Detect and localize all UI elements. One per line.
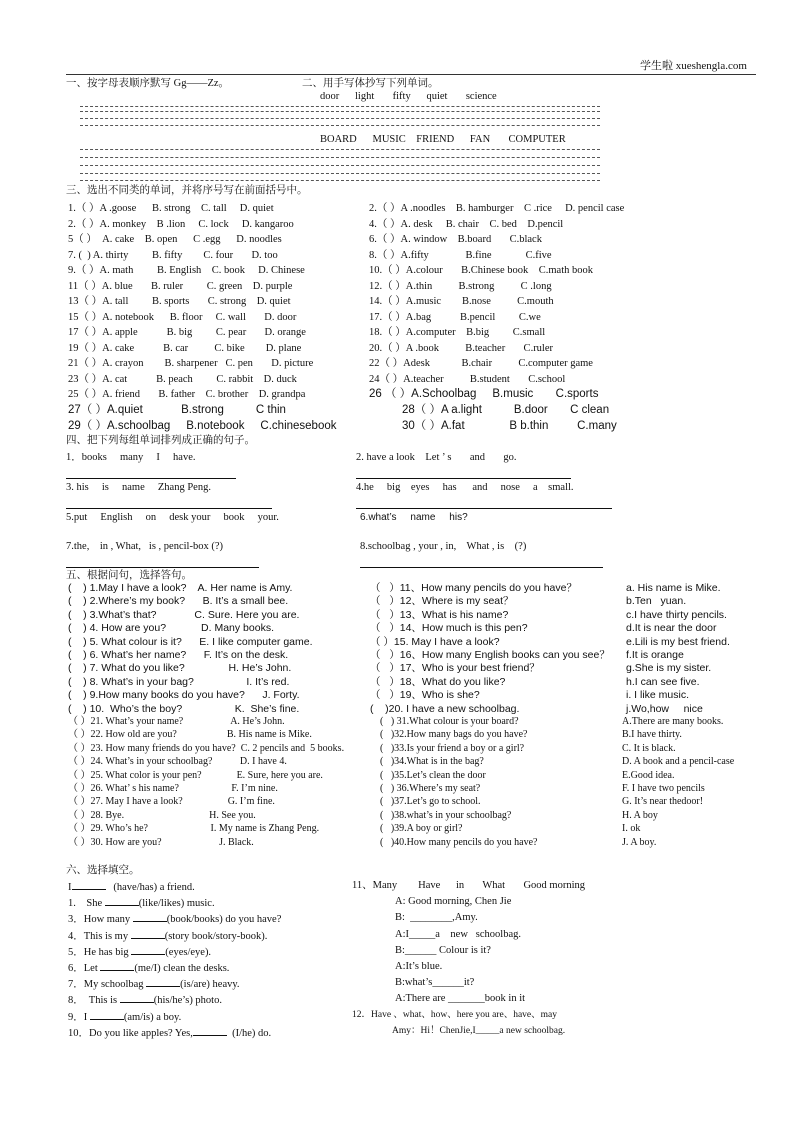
match-question: ( )20. I have a new schoolbag. bbox=[370, 702, 520, 715]
match-question: （ ）25. What color is your pen? E. Sure, here you are. bbox=[68, 769, 323, 781]
section4-q2: 2. have a look Let ’ s and go. bbox=[356, 452, 517, 463]
fill-blank-item bbox=[68, 961, 229, 976]
match-answer: G. It’s near thedoor! bbox=[622, 796, 704, 808]
fill-blank-prefix: 6．Let bbox=[68, 963, 101, 974]
match-question: （ ）14、How much is this pen? bbox=[370, 622, 528, 635]
header-rule bbox=[66, 74, 756, 75]
fill-blank-suffix: (is/are) heavy. bbox=[180, 979, 240, 991]
fill-blank-prefix: 4．This is my bbox=[68, 930, 131, 942]
dialogue-line: Amy：Hi！ChenJie,I_____a new schoolbag. bbox=[392, 1025, 566, 1036]
match-answer: J. A boy. bbox=[622, 836, 657, 848]
dialogue-line: A:It’s blue. bbox=[395, 961, 443, 972]
classify-item: 15（ ）A. notebook B. floor C. wall D. door bbox=[68, 311, 297, 323]
match-question: （ ）16、How many English books can you see？ bbox=[370, 649, 610, 661]
section4-q3: 3. his is name Zhang Peng. bbox=[66, 482, 211, 493]
fill-blank-prefix: 1. She bbox=[68, 898, 105, 910]
section4-title: 四、把下列每组单词排列成正确的句子。 bbox=[66, 435, 255, 446]
match-question: ( )34.What is in the bag? bbox=[380, 756, 484, 768]
answer-blank[interactable] bbox=[90, 1010, 124, 1020]
fill-blank-item bbox=[68, 1026, 271, 1041]
match-question: ( ) 36.Where’s my seat? bbox=[380, 783, 481, 794]
fill-blank-suffix: (book/books) do you have? bbox=[166, 914, 282, 926]
match-answer: C. It is black. bbox=[622, 742, 676, 754]
answer-blank[interactable] bbox=[72, 880, 106, 890]
writing-line bbox=[80, 157, 600, 158]
match-question: （ ）28. Bye. H. See you. bbox=[68, 809, 256, 821]
match-question: ( ) 5. What colour is it? E. I like computer game. bbox=[68, 635, 313, 648]
match-question: ( ) 2.Where’s my book? B. It’s a small bee. bbox=[68, 595, 289, 608]
match-question: （ ）12、Where is my seat？ bbox=[370, 595, 514, 608]
fill-blank-suffix: (story book/story-book). bbox=[164, 930, 268, 942]
fill-blank-suffix: (am/is) a boy. bbox=[123, 1011, 182, 1023]
fill-blank-prefix: 3．How many bbox=[68, 914, 133, 926]
classify-item: 9.（ ）A. math B. English C. book D. Chinese bbox=[68, 265, 305, 276]
classify-item: 12.（ ）A.thin B.strong C .long bbox=[369, 280, 552, 292]
dialogue-line: A:I_____a new schoolbag. bbox=[395, 928, 521, 940]
classify-item: 2.（ ）A .noodles B. hamburger C .rice D. pencil case bbox=[369, 203, 625, 214]
fill-blank-prefix: I bbox=[68, 882, 72, 893]
section2-words-lower: door light fifty quiet science bbox=[320, 91, 497, 102]
match-answer: F. I have two pencils bbox=[622, 783, 705, 794]
section6-title: 六、选择填空。 bbox=[66, 865, 140, 876]
match-question: ( )33.Is your friend a boy or a girl? bbox=[380, 742, 525, 754]
answer-line bbox=[356, 508, 612, 509]
answer-blank[interactable] bbox=[131, 945, 165, 955]
classify-item: 21（ ）A. crayon B. sharpener C. pen D. picture bbox=[68, 358, 314, 369]
answer-blank[interactable] bbox=[146, 977, 180, 987]
writing-line bbox=[80, 165, 600, 166]
match-question: （ ）26. What’ s his name? F. I’m nine. bbox=[68, 783, 278, 794]
match-answer: c.I have thirty pencils. bbox=[626, 608, 727, 621]
match-answer: a. His name is Mike. bbox=[626, 582, 721, 594]
dialogue-line: B:______ Colour is it? bbox=[395, 944, 491, 956]
dialogue-line: 12．Have 、what、how、here you are、have、may bbox=[352, 1009, 557, 1020]
fill-blank-suffix: (I/he) do. bbox=[226, 1027, 272, 1039]
answer-line bbox=[360, 567, 603, 568]
classify-item: 1.（ ）A .goose B. strong C. tall D. quiet bbox=[68, 203, 274, 214]
classify-item: 8.（ ）A.fifty B.fine C.five bbox=[369, 249, 552, 261]
answer-line bbox=[66, 567, 259, 568]
match-question: ( ) 8. What’s in your bag? I. It’s red. bbox=[68, 675, 290, 688]
fill-blank-item bbox=[68, 945, 211, 960]
section4-q7: 7.the, in , What, is , pencil-box (?) bbox=[66, 541, 223, 552]
fill-blank-prefix: 7．My schoolbag bbox=[68, 979, 147, 991]
classify-item: 10.（ ）A.colour B.Chinese book C.math book bbox=[369, 265, 593, 276]
classify-item: 25（ ）A. friend B. father C. brother D. grandpa bbox=[68, 389, 306, 400]
match-question: ( ) 10. Who’s the boy? K. She’s fine. bbox=[68, 702, 300, 715]
match-question: ( )32.How many bags do you have? bbox=[380, 729, 528, 741]
match-answer: d.It is near the door bbox=[626, 622, 717, 635]
dialogue-line: A:There are _______book in it bbox=[395, 993, 526, 1005]
section4-q6: 6.what’s name his? bbox=[360, 512, 468, 523]
match-question: （ ）30. How are you? J. Black. bbox=[68, 836, 254, 848]
fill-blank-suffix: (eyes/eye). bbox=[165, 946, 212, 958]
writing-line bbox=[80, 125, 600, 126]
match-answer: j.Wo,how nice bbox=[626, 702, 703, 715]
answer-blank[interactable] bbox=[105, 896, 139, 906]
match-question: ( )40.How many pencils do you have? bbox=[380, 836, 538, 848]
classify-item: 7. ( ) A. thirty B. fifty C. four D. too bbox=[68, 249, 278, 261]
match-question: ( ) 9.How many books do you have? J. Forty. bbox=[68, 689, 300, 702]
match-answer: H. A boy bbox=[622, 809, 658, 821]
match-answer: e.Lili is my best friend. bbox=[626, 635, 730, 648]
match-question: （ ）23. How many friends do you have? C. 2 pencils and 5 books. bbox=[68, 742, 345, 754]
match-question: ( ) 1.May I have a look? A. Her name is Amy. bbox=[68, 582, 293, 594]
section2-title: 二、用手写体抄写下列单词。 bbox=[302, 78, 439, 89]
classify-item: 4.（ ）A. desk B. chair C. bed D.pencil bbox=[369, 218, 564, 230]
writing-line bbox=[80, 111, 600, 112]
classify-item: 27（ ）A.quiet B.strong C thin bbox=[68, 404, 286, 416]
writing-line bbox=[80, 106, 600, 107]
dialogue-line: 11、Many Have in What Good morning bbox=[352, 880, 586, 891]
classify-item: 11（ ）A. blue B. ruler C. green D. purple bbox=[68, 280, 293, 292]
site-header: 学生啦 xueshengla.com bbox=[640, 60, 747, 72]
classify-item: 24（ ）A.teacher B.student C.school bbox=[369, 373, 566, 385]
match-question: ( )39.A boy or girl? bbox=[380, 823, 463, 835]
classify-item: 13（ ）A. tall B. sports C. strong D. quiet bbox=[68, 296, 291, 307]
classify-item: 30（ ）A.fat B b.thin C.many bbox=[402, 420, 617, 432]
match-question: ( )38.what’s in your schoolbag? bbox=[380, 809, 512, 821]
match-question: （ ）21. What’s your name? A. He’s John. bbox=[68, 716, 285, 727]
fill-blank-prefix: 9．I bbox=[68, 1011, 90, 1023]
match-answer: I. ok bbox=[622, 823, 641, 835]
classify-item: 18.（ ）A.computer B.big C.small bbox=[369, 327, 546, 338]
answer-line bbox=[356, 478, 571, 479]
match-answer: A.There are many books. bbox=[622, 716, 724, 727]
match-question: （ ）18、What do you like? bbox=[370, 675, 506, 688]
fill-blank-item bbox=[68, 1010, 181, 1025]
match-answer: f.It is orange bbox=[626, 649, 684, 661]
match-question: （ ）11、How many pencils do you have？ bbox=[370, 582, 577, 594]
match-question: ( ) 4. How are you? D. Many books. bbox=[68, 622, 274, 635]
fill-blank-item bbox=[68, 912, 281, 927]
fill-blank-item bbox=[68, 993, 222, 1008]
section5-title: 五、根据问句，选择答句。 bbox=[66, 570, 192, 581]
section4-q1: 1．books many I have. bbox=[66, 452, 196, 463]
classify-item: 17.（ ）A.bag B.pencil C.we bbox=[369, 311, 541, 323]
answer-blank[interactable] bbox=[131, 929, 165, 939]
dialogue-line: A: Good morning, Chen Jie bbox=[395, 896, 512, 908]
classify-item: 22（ ）Adesk B.chair C.computer game bbox=[369, 358, 593, 369]
section3-title: 三、选出不同类的单词，并将序号写在前面括号中。 bbox=[66, 185, 308, 196]
match-question: ( ) 31.What colour is your board? bbox=[380, 716, 519, 727]
match-question: ( ) 7. What do you like? H. He’s John. bbox=[68, 662, 292, 675]
classify-item: 17（ ）A. apple B. big C. pear D. orange bbox=[68, 327, 306, 338]
match-question: （ ）19、Who is she? bbox=[370, 689, 480, 702]
section1-title: 一、按字母表顺序默写 Gg——Zz。 bbox=[66, 78, 230, 89]
match-question: ( )37.Let’s go to school. bbox=[380, 796, 481, 808]
match-question: ( )35.Let’s clean the door bbox=[380, 769, 486, 781]
fill-blank-suffix: (his/he’s) photo. bbox=[153, 995, 222, 1007]
fill-blank-suffix: (me/I) clean the desks. bbox=[134, 963, 230, 974]
fill-blank-item bbox=[68, 929, 267, 944]
classify-item: 28（ ）A a.light B.door C clean bbox=[402, 404, 610, 416]
match-answer: h.I can see five. bbox=[626, 675, 700, 688]
match-answer: D. A book and a pencil-case bbox=[622, 756, 735, 768]
writing-line bbox=[80, 180, 600, 181]
fill-blank-suffix: (like/likes) music. bbox=[138, 898, 215, 910]
answer-blank[interactable] bbox=[100, 961, 134, 971]
fill-blank-suffix: (have/has) a friend. bbox=[105, 882, 195, 893]
fill-blank-item bbox=[68, 880, 195, 895]
match-question: ( ) 3.What’s that? C. Sure. Here you are. bbox=[68, 608, 300, 621]
match-answer: B.I have thirty. bbox=[622, 729, 682, 741]
classify-item: 14.（ ）A.music B.nose C.mouth bbox=[369, 296, 554, 307]
classify-item: 2.（ ）A. monkey B .lion C. lock D. kangaroo bbox=[68, 218, 294, 230]
classify-item: 29（ ）A.schoolbag B.notebook C.chinesebook bbox=[68, 420, 337, 432]
match-question: （ ）27. May I have a look? G. I’m fine. bbox=[68, 796, 275, 808]
match-question: （ ）15. May I have a look? bbox=[370, 635, 500, 648]
section4-q8: 8.schoolbag , your , in, What , is (?) bbox=[360, 541, 527, 552]
section2-words-upper: BOARD MUSIC FRIEND FAN COMPUTER bbox=[320, 134, 566, 145]
fill-blank-prefix: 8． This is bbox=[68, 995, 120, 1007]
classify-item: 26 （ ）A.Schoolbag B.music C.sports bbox=[369, 388, 599, 400]
answer-line bbox=[66, 508, 272, 509]
classify-item: 5（ ） A. cake B. open C .egg D. noodles bbox=[68, 234, 282, 245]
section4-q5: 5.put English on desk your book your. bbox=[66, 512, 279, 523]
classify-item: 19（ ）A. cake B. car C. bike D. plane bbox=[68, 342, 302, 354]
fill-blank-item bbox=[68, 896, 215, 911]
fill-blank-prefix: 10．Do you like apples? Yes, bbox=[68, 1027, 193, 1039]
match-question: ( ) 6. What’s her name? F. It’s on the desk. bbox=[68, 649, 289, 661]
dialogue-line: B:what’s______it? bbox=[395, 977, 475, 989]
match-question: （ ）29. Who’s he? I. My name is Zhang Peng. bbox=[68, 823, 320, 835]
match-answer: g.She is my sister. bbox=[626, 662, 712, 675]
match-question: （ ）22. How old are you? B. His name is Mike. bbox=[68, 729, 312, 741]
match-question: （ ）24. What’s in your schoolbag? D. I have 4. bbox=[68, 756, 287, 768]
classify-item: 23（ ）A. cat B. peach C. rabbit D. duck bbox=[68, 373, 297, 385]
match-question: （ ）17、Who is your best friend？ bbox=[370, 662, 540, 675]
match-question: （ ）13、What is his name? bbox=[370, 608, 509, 621]
dialogue-line: B: ________,Amy. bbox=[395, 912, 478, 924]
match-answer: i. I like music. bbox=[626, 689, 690, 702]
answer-blank[interactable] bbox=[133, 912, 167, 922]
match-answer: b.Ten yuan. bbox=[626, 595, 687, 608]
writing-line bbox=[80, 118, 600, 119]
writing-line bbox=[80, 149, 600, 150]
fill-blank-item bbox=[68, 977, 240, 992]
match-answer: E.Good idea. bbox=[622, 769, 675, 781]
section4-q4: 4.he big eyes has and nose a small. bbox=[356, 482, 574, 493]
answer-line bbox=[66, 478, 236, 479]
classify-item: 6.（ ）A. window B.board C.black bbox=[369, 234, 542, 245]
answer-blank[interactable] bbox=[120, 993, 154, 1003]
writing-line bbox=[80, 173, 600, 174]
answer-blank[interactable] bbox=[193, 1026, 227, 1036]
classify-item: 20.（ ）A .book B.teacher C.ruler bbox=[369, 342, 554, 354]
fill-blank-prefix: 5．He has big bbox=[68, 946, 132, 958]
